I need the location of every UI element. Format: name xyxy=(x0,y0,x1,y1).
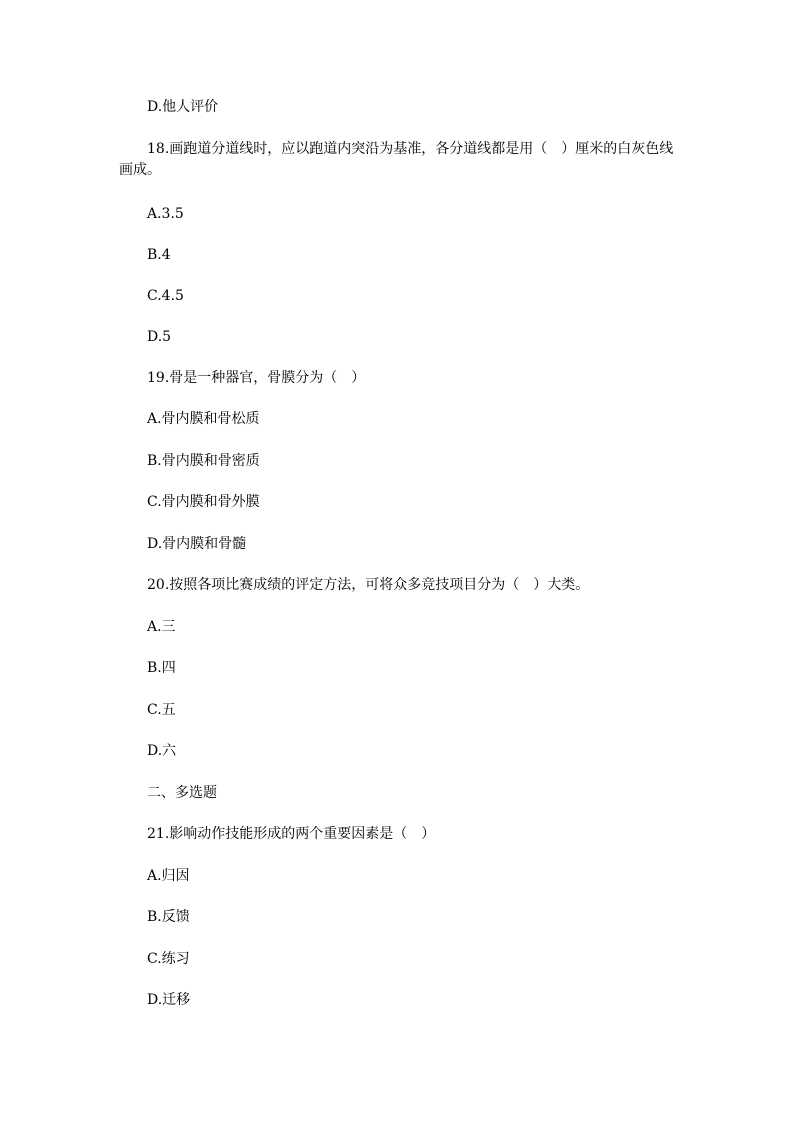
section-heading-multiple-choice: 二、多选题 xyxy=(147,785,217,801)
question-21-option-c: C.练习 xyxy=(147,951,190,967)
question-19: 19.骨是一种器官，骨膜分为（ ） xyxy=(147,370,366,386)
prev-option-d: D.他人评价 xyxy=(147,99,219,115)
question-20-option-d: D.六 xyxy=(147,743,177,759)
question-18: 18.画跑道分道线时，应以跑道内突沿为基准，各分道线都是用（ ）厘米的白灰色线画成。 xyxy=(119,141,674,178)
question-18-option-d: D.5 xyxy=(147,329,172,345)
question-19-option-b: B.骨内膜和骨密质 xyxy=(147,453,260,469)
question-19-option-c: C.骨内膜和骨外膜 xyxy=(147,494,260,510)
question-21-option-d: D.迁移 xyxy=(147,992,191,1008)
question-21: 21.影响动作技能形成的两个重要因素是（ ） xyxy=(147,826,436,842)
question-20-option-c: C.五 xyxy=(147,702,176,718)
question-20-option-b: B.四 xyxy=(147,660,176,676)
question-18-option-b: B.4 xyxy=(147,247,171,263)
question-20: 20.按照各项比赛成绩的评定方法，可将众多竞技项目分为（ ）大类。 xyxy=(147,577,590,593)
question-21-option-a: A.归因 xyxy=(147,868,190,884)
question-20-option-a: A.三 xyxy=(147,619,176,635)
question-19-option-d: D.骨内膜和骨髓 xyxy=(147,536,247,552)
question-19-option-a: A.骨内膜和骨松质 xyxy=(147,411,260,427)
question-18-option-c: C.4.5 xyxy=(147,288,184,304)
question-21-option-b: B.反馈 xyxy=(147,909,190,925)
question-18-option-a: A.3.5 xyxy=(147,206,184,222)
